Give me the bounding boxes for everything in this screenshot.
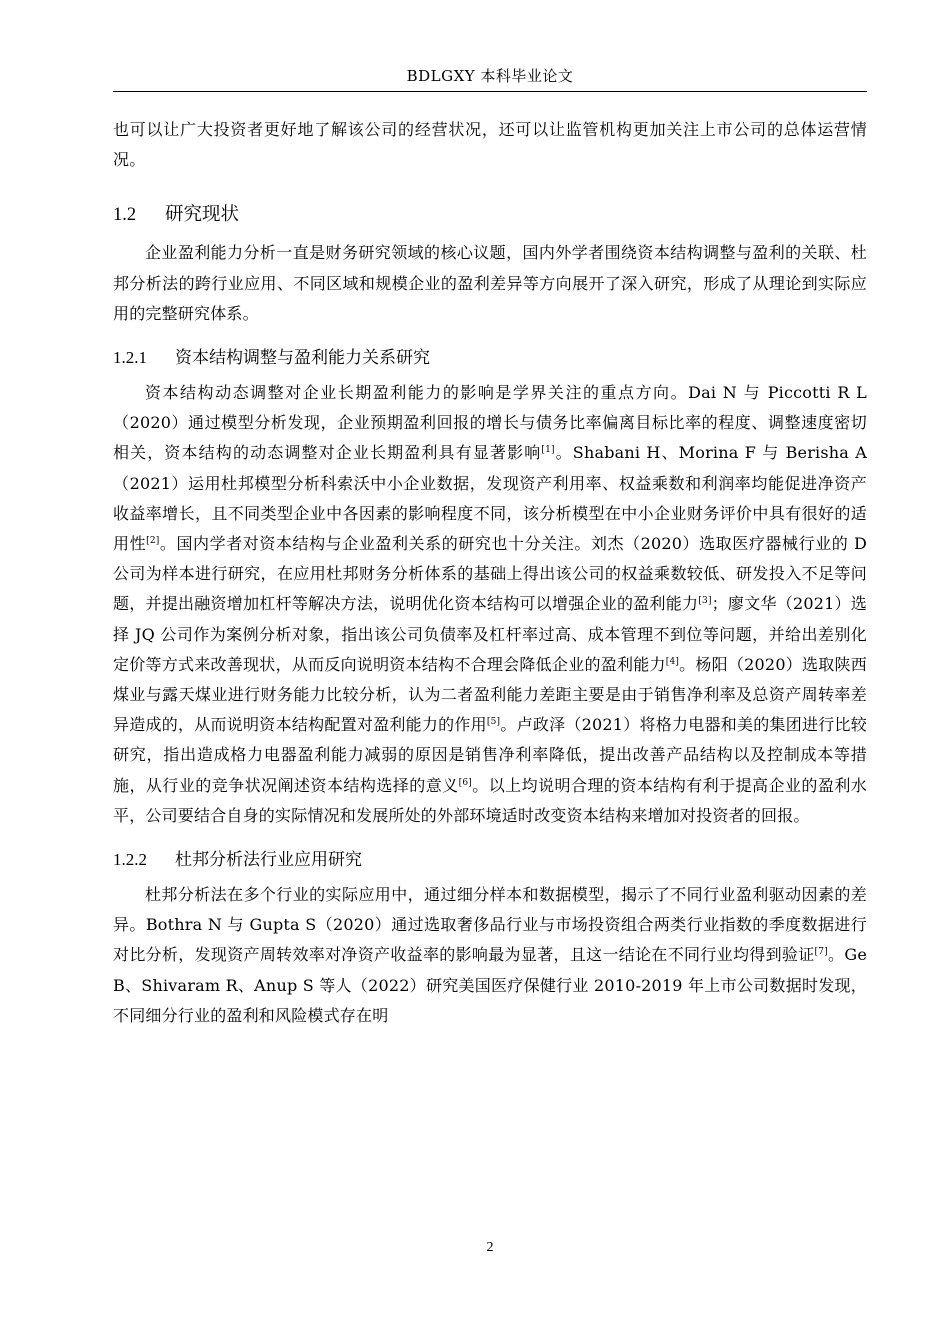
section-heading-1-2: [113, 200, 867, 230]
running-header: BDLGXY 本科毕业论文: [406, 67, 574, 85]
header-rule: [113, 91, 867, 92]
paragraph-continued: 也可以让广大投资者更好地了解该公司的经营状况，还可以让监管机构更加关注上市公司的总体运营情况。: [113, 120, 867, 170]
page-body: [113, 115, 867, 1031]
citation-ref: [7]: [814, 947, 828, 958]
section-heading-1-2-2: [113, 845, 867, 875]
section-number: 1.2.2: [113, 850, 147, 870]
citation-ref: [3]: [698, 596, 712, 607]
paragraph-text: 。卢政泽（2021）将格力电器和美的集团进行比较研究，指出造成格力电器盈利能力减弱的原因是销售净利率降低，提出改善产品结构以及控制成本等措施，从行业的竞争状况阐述资本结构选择的意义: [113, 715, 867, 795]
page-number: 2: [486, 1240, 494, 1255]
paragraph-text: ；廖文华（2021）选择 JQ 公司作为案例分析对象，指出该公司负债率及杠杆率过高、成本管理不到位等问题，并给出差别化定价等方式来改善现状，从而反向说明资本结构不合理会降低企业的盈利能力: [113, 594, 868, 674]
citation-ref: [1]: [541, 445, 555, 456]
section-title: 杜邦分析法行业应用研究: [175, 850, 362, 871]
paragraph-text: 。国内学者对资本结构与企业盈利关系的研究也十分关注。刘杰（2020）选取医疗器械行业的 D 公司为样本进行研究，在应用杜邦财务分析体系的基础上得出该公司的权益乘数较低、研发投入不足等问题，并提出融资增加杠杆等解决方法，说明优化资本结构可以增强企业的盈利能力: [113, 534, 867, 614]
section-number: 1.2: [113, 205, 137, 226]
paragraph-text: 。杨阳（2020）选取陕西煤业与露天煤业进行财务能力比较分析，认为二者盈利能力差距主要是由于销售净利率及总资产周转率差异造成的，从而说明资本结构配置对盈利能力的作用: [113, 654, 867, 735]
paragraph-capital-structure: [113, 378, 867, 831]
section-number: 1.2.1: [113, 348, 147, 368]
paragraph-text: 资本结构动态调整对企业长期盈利能力的影响是学界关注的重点方向。Dai N 与 Piccotti R L（2020）通过模型分析发现，企业预期盈利回报的增长与债务比率偏离目标比率的程度、调整速度密切相关，资本结构的动态调整对企业长期盈利具有显著影响: [113, 383, 867, 463]
section-heading-1-2-1: [113, 343, 867, 373]
paragraph-text: 。Ge B、Shivaram R、Anup S 等人（2022）研究美国医疗保健行业 2010-2019 年上市公司数据时发现，不同细分行业的盈利和风险模式存在明: [113, 945, 867, 1025]
citation-ref: [6]: [458, 777, 472, 788]
section-title: 资本结构调整与盈利能力关系研究: [175, 348, 430, 369]
citation-ref: [5]: [486, 717, 501, 728]
citation-ref: [2]: [146, 536, 160, 547]
paragraph-dupont: [113, 880, 867, 1031]
paragraph-intro: 企业盈利能力分析一直是财务研究领域的核心议题，国内外学者围绕资本结构调整与盈利的关联、杜邦分析法的跨行业应用、不同区域和规模企业的盈利差异等方向展开了深入研究，形成了从理论到实际应用的完整研究体系。: [113, 243, 867, 323]
citation-ref: [4]: [665, 656, 680, 667]
paragraph-text: 。以上均说明合理的资本结构有利于提高企业的盈利水平，公司要结合自身的实际情况和发展所处的外部环境适时改变资本结构来增加对投资者的回报。: [113, 775, 868, 825]
section-title: 研究现状: [165, 204, 240, 226]
paragraph-text: 。Shabani H、Morina F 与 Berisha A（2021）运用杜邦模型分析科索沃中小企业数据，发现资产利用率、权益乘数和利润率均能促进净资产收益率增长，且不同类型企业中各因素的影响程度不同，该分析模型在中小企业财务评价中具有很好的适用性: [113, 443, 867, 554]
paragraph-text: 杜邦分析法在多个行业的实际应用中，通过细分样本和数据模型，揭示了不同行业盈利驱动因素的差异。Bothra N 与 Gupta S（2020）通过选取奢侈品行业与市场投资组合两类行业指数的季度数据进行对比分析，发现资产周转效率对净资产收益率的影响最为显著，且这一结论在不同行业均得到验证: [113, 885, 867, 965]
